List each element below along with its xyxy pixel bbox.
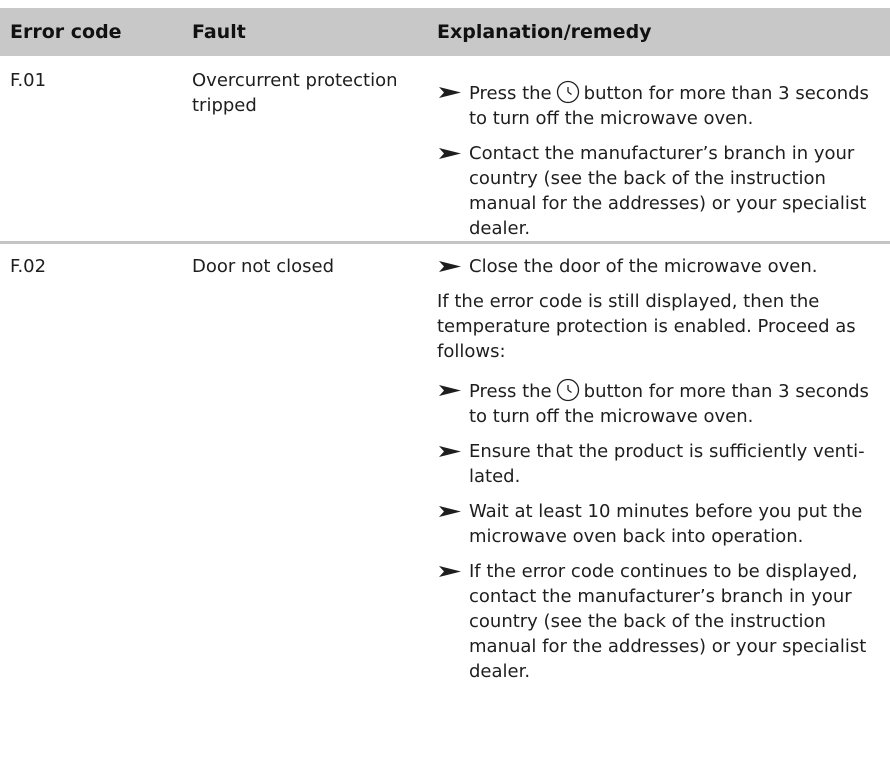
row-f01-code: F.01 — [10, 70, 47, 91]
header-error-code: Error code — [10, 21, 122, 43]
step-text-post: button for more than 3 seconds to turn off the microwave oven. — [469, 83, 869, 129]
step-text: Contact the manufacturer’s branch in your country (see the back of the instruction manual for the addresses) or your specialist dealer. — [469, 143, 867, 239]
row-f02-remedy — [437, 254, 890, 694]
step-text-pre: Press the — [469, 381, 552, 402]
list-item — [437, 80, 890, 131]
row-f02-code: F.02 — [10, 256, 47, 277]
arrow-bullet-icon — [437, 80, 463, 105]
row-divider — [0, 241, 890, 244]
step-text-post: button for more than 3 seconds to turn off the microwave oven. — [469, 381, 869, 427]
step-text-pre: Press the — [469, 83, 552, 104]
list-item — [437, 141, 890, 241]
header-fault: Fault — [192, 21, 246, 43]
step-text: Wait at least 10 minutes before you put the microwave oven back into operation. — [469, 501, 863, 547]
clock-icon — [556, 80, 580, 104]
row-f02-note: If the error code is still displayed, then the temperature protection is enabled. Proceed as follows: — [437, 291, 856, 362]
step-text: Ensure that the product is sufficiently venti-lated. — [469, 441, 865, 487]
arrow-bullet-icon — [437, 499, 463, 524]
arrow-bullet-icon — [437, 141, 463, 166]
list-item — [437, 254, 890, 279]
arrow-bullet-icon — [437, 439, 463, 464]
list-item — [437, 559, 890, 684]
row-f01-fault: Overcurrent protection tripped — [192, 70, 398, 116]
clock-icon — [556, 378, 580, 402]
step-text: Close the door of the microwave oven. — [469, 256, 818, 277]
row-f02-fault: Door not closed — [192, 256, 334, 277]
arrow-bullet-icon — [437, 254, 463, 279]
list-item — [437, 499, 890, 549]
row-f01-remedy — [437, 80, 890, 251]
arrow-bullet-icon — [437, 559, 463, 584]
list-item — [437, 378, 890, 429]
arrow-bullet-icon — [437, 378, 463, 403]
table-header — [0, 8, 890, 56]
list-item — [437, 439, 890, 489]
header-explanation: Explanation/remedy — [437, 21, 652, 43]
step-text: If the error code continues to be displayed, contact the manufacturer’s branch in your country (see the back of the instruction manual for the addresses) or your specialist dealer. — [469, 561, 867, 682]
